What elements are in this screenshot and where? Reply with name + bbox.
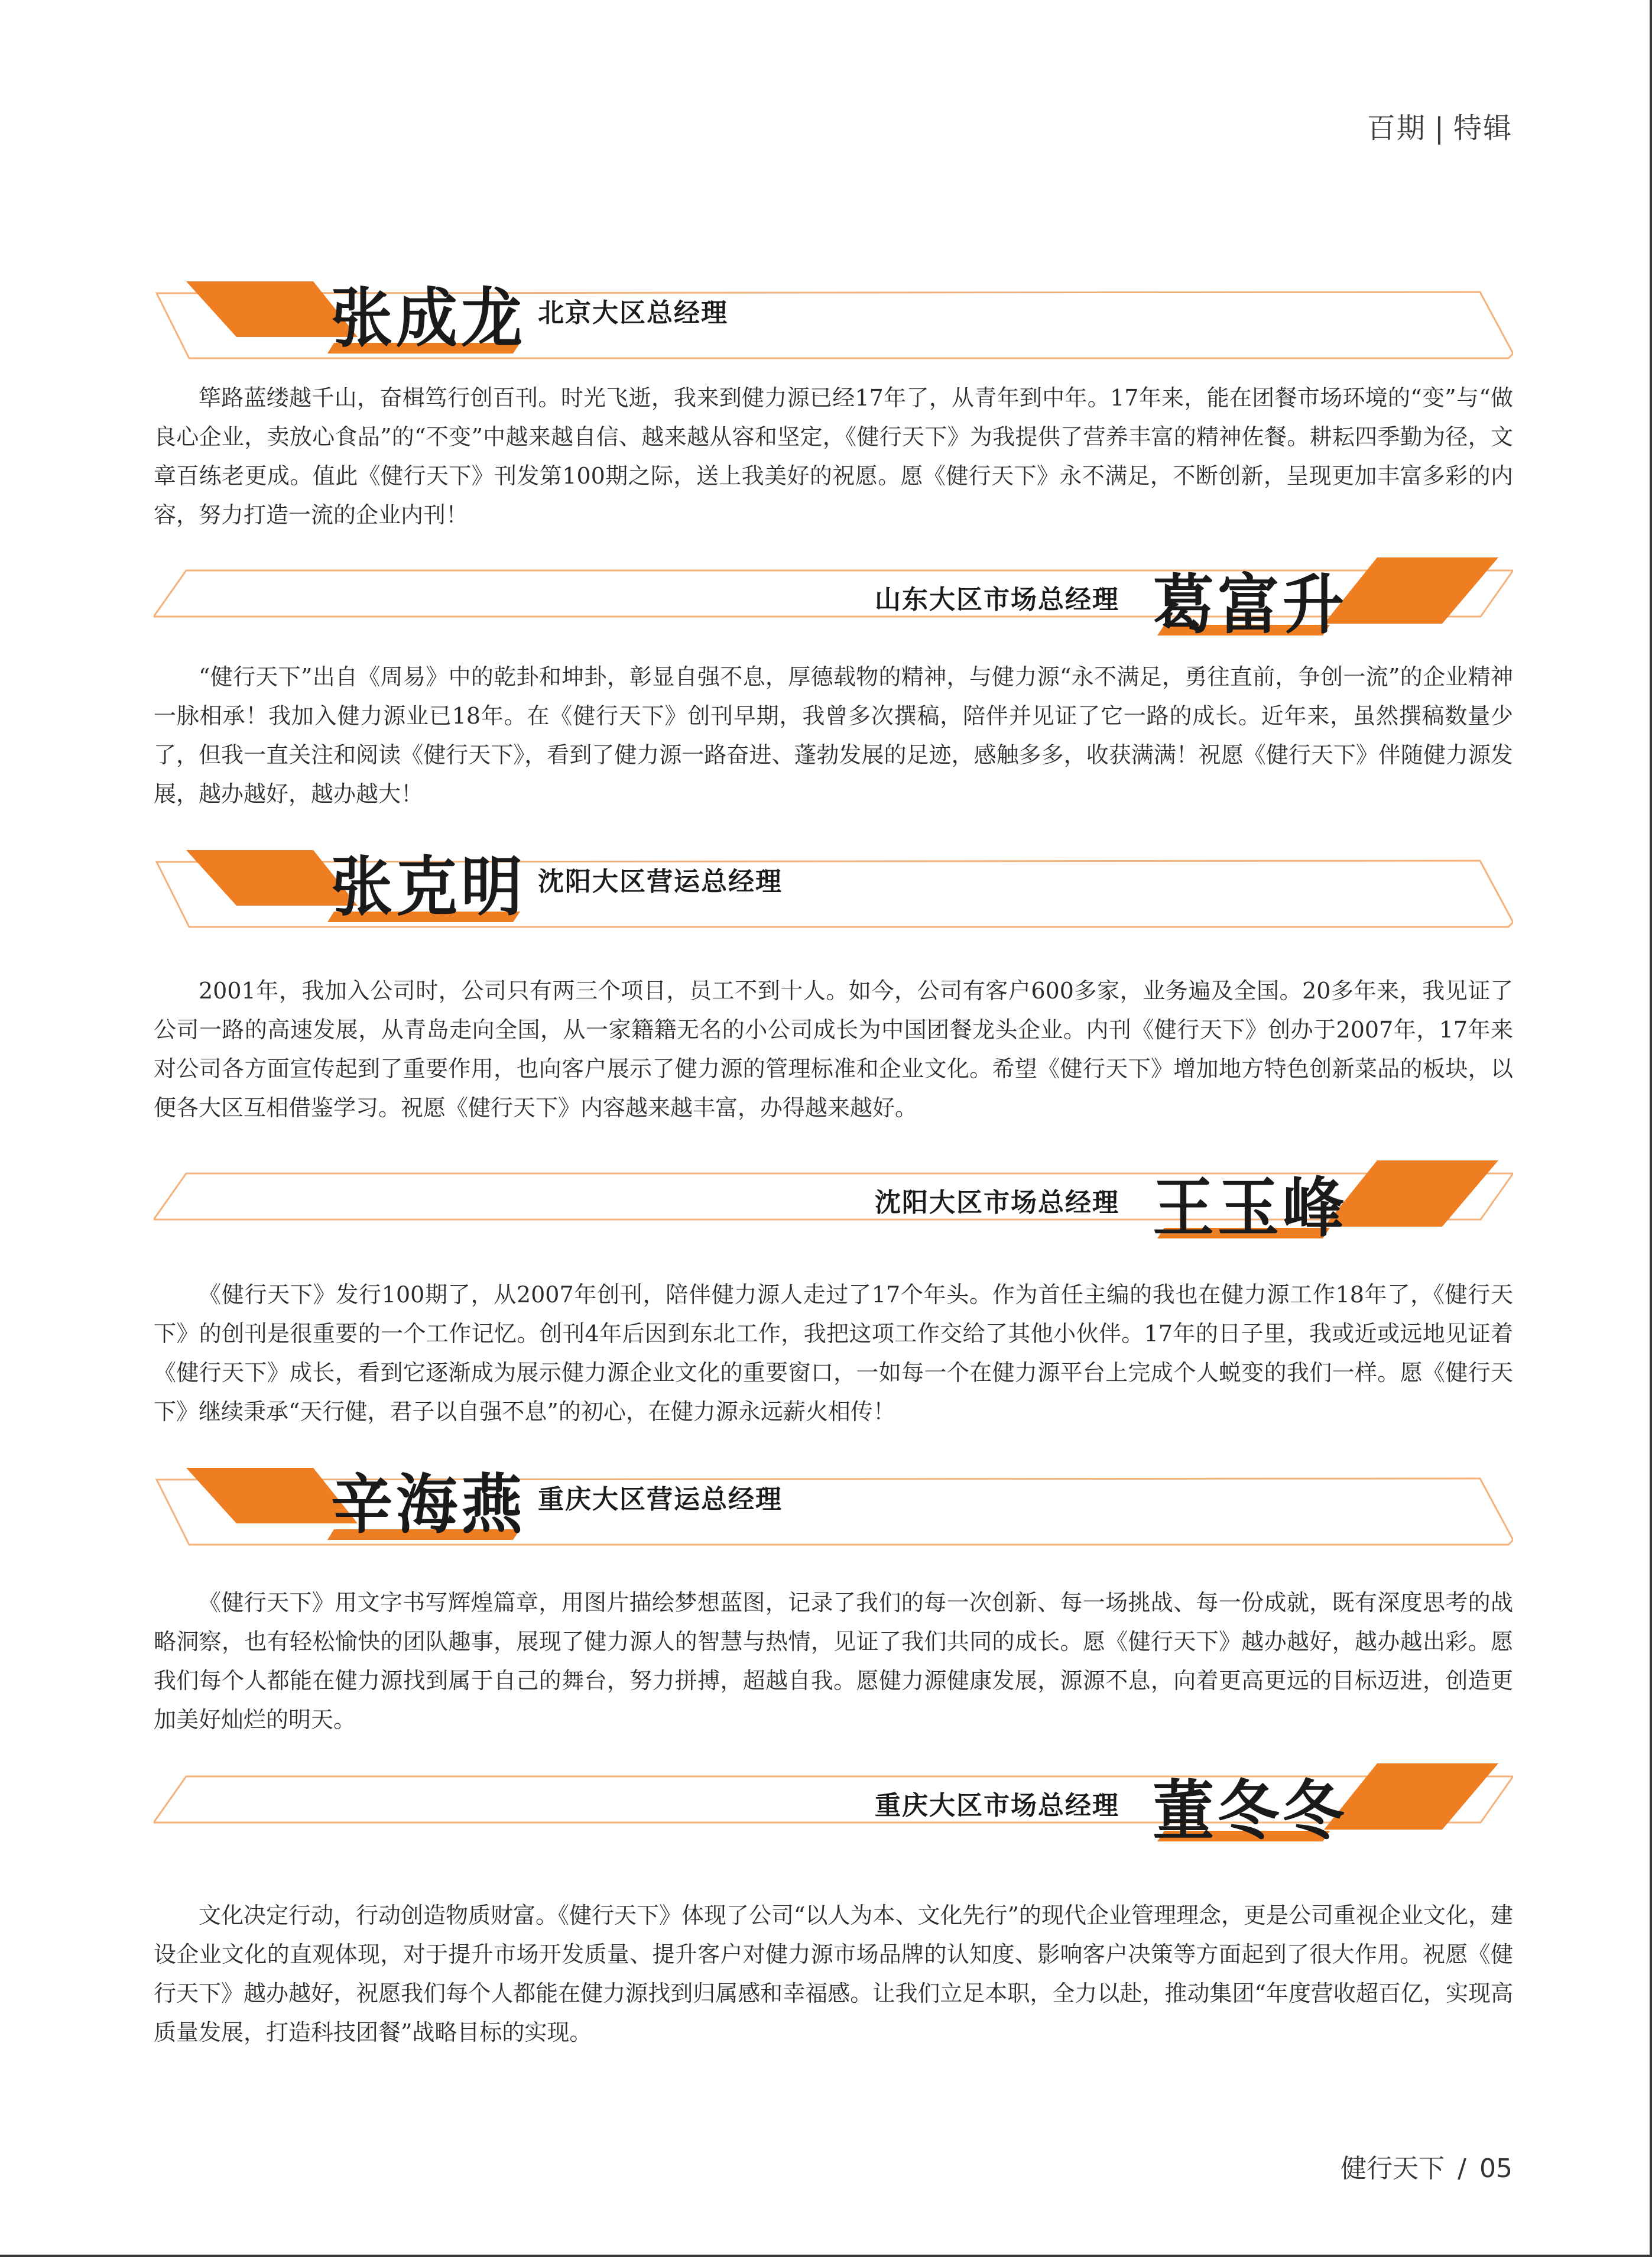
topic-label: 特辑 bbox=[1453, 112, 1513, 145]
name-banner-zhang-chenglong bbox=[154, 265, 1513, 359]
person-name: 张成龙 bbox=[331, 280, 527, 356]
name-banner-ge-fusheng bbox=[154, 547, 1513, 641]
name-banner-dong-dongdong bbox=[154, 1753, 1513, 1847]
testimonial-paragraph: 《健行天下》发行100期了，从2007年创刊，陪伴健力源人走过了17个年头。作为首任主编的我也在健力源工作18年了，《健行天下》的创刊是很重要的一个工作记忆。创刊4年后因到东北工作，我把这项工作交给了其他小伙伴。17年的日子里，我或近或远地见证着《健行天下》成长，看到它逐渐成为展示健力源企业文化的重要窗口，一如每一个在健力源平台上完成个人蜕变的我们一样。愿《健行天下》继续秉承“天行健，君子以自强不息”的初心，在健力源永远薪火相传！ bbox=[154, 1282, 1513, 1425]
person-name: 董冬冬 bbox=[1153, 1773, 1348, 1849]
person-name: 王玉峰 bbox=[1153, 1170, 1348, 1246]
job-title: 重庆大区市场总经理 bbox=[875, 1791, 1119, 1821]
name-banner-wang-yufeng bbox=[154, 1150, 1513, 1244]
person-name: 张克明 bbox=[331, 849, 527, 925]
name-banner-xin-haiyan bbox=[154, 1451, 1513, 1546]
running-head bbox=[1367, 105, 1513, 146]
page-footer bbox=[1341, 2147, 1513, 2185]
job-title: 重庆大区营运总经理 bbox=[538, 1484, 783, 1515]
section-label: 百期 bbox=[1367, 112, 1426, 145]
job-title: 山东大区市场总经理 bbox=[875, 585, 1119, 615]
page-number: 05 bbox=[1479, 2154, 1513, 2184]
testimonial-paragraph: “健行天下”出自《周易》中的乾卦和坤卦，彰显自强不息，厚德载物的精神，与健力源“永不满足，勇往直前，争创一流”的企业精神一脉相承！我加入健力源业已18年。在《健行天下》创刊早期，我曾多次撰稿，陪伴并见证了它一路的成长。近年来，虽然撰稿数量少了，但我一直关注和阅读《健行天下》，看到了健力源一路奋进、蓬勃发展的足迹，感触多多，收获满满！祝愿《健行天下》伴随健力源发展，越办越好，越办越大！ bbox=[154, 664, 1513, 807]
job-title: 沈阳大区营运总经理 bbox=[538, 867, 783, 897]
testimonial-paragraph: 筚路蓝缕越千山，奋楫笃行创百刊。时光飞逝，我来到健力源已经17年了，从青年到中年。17年来，能在团餐市场环境的“变”与“做良心企业，卖放心食品”的“不变”中越来越自信、越来越从容和坚定，《健行天下》为我提供了营养丰富的精神佐餐。耕耘四季勤为径，文章百练老更成。值此《健行天下》刊发第100期之际，送上我美好的祝愿。愿《健行天下》永不满足，不断创新，呈现更加丰富多彩的内容，努力打造一流的企业内刊！ bbox=[154, 385, 1513, 528]
testimonial-paragraph: 《健行天下》用文字书写辉煌篇章，用图片描绘梦想蓝图，记录了我们的每一次创新、每一场挑战、每一份成就，既有深度思考的战略洞察，也有轻松愉快的团队趣事，展现了健力源人的智慧与热情，见证了我们共同的成长。愿《健行天下》越办越好，越办越出彩。愿我们每个人都能在健力源找到属于自己的舞台，努力拼搏，超越自我。愿健力源健康发展，源源不息，向着更高更远的目标迈进，创造更加美好灿烂的明天。 bbox=[154, 1590, 1513, 1733]
testimonial-paragraph: 文化决定行动，行动创造物质财富。《健行天下》体现了公司“以人为本、文化先行”的现代企业管理理念，更是公司重视企业文化，建设企业文化的直观体现，对于提升市场开发质量、提升客户对健力源市场品牌的认知度、影响客户决策等方面起到了很大作用。祝愿《健行天下》越办越好，祝愿我们每个人都能在健力源找到归属感和幸福感。让我们立足本职，全力以赴，推动集团“年度营收超百亿，实现高质量发展，打造科技团餐”战略目标的实现。 bbox=[154, 1902, 1513, 2045]
person-name: 葛富升 bbox=[1153, 567, 1348, 643]
publication-name: 健行天下 bbox=[1341, 2154, 1445, 2184]
footer-separator: / bbox=[1458, 2154, 1466, 2184]
testimonial-paragraph: 2001年，我加入公司时，公司只有两三个项目，员工不到十人。如今，公司有客户600多家，业务遍及全国。20多年来，我见证了公司一路的高速发展，从青岛走向全国，从一家籍籍无名的小公司成长为中国团餐龙头企业。内刊《健行天下》创办于2007年，17年来对公司各方面宣传起到了重要作用，也向客户展示了健力源的管理标准和企业文化。希望《健行天下》增加地方特色创新菜品的板块，以便各大区互相借鉴学习。祝愿《健行天下》内容越来越丰富，办得越来越好。 bbox=[154, 978, 1513, 1121]
job-title: 北京大区总经理 bbox=[538, 298, 728, 328]
name-banner-zhang-keming bbox=[154, 834, 1513, 928]
job-title: 沈阳大区市场总经理 bbox=[875, 1188, 1119, 1218]
person-name: 辛海燕 bbox=[331, 1467, 527, 1543]
header-divider: | bbox=[1434, 112, 1445, 145]
